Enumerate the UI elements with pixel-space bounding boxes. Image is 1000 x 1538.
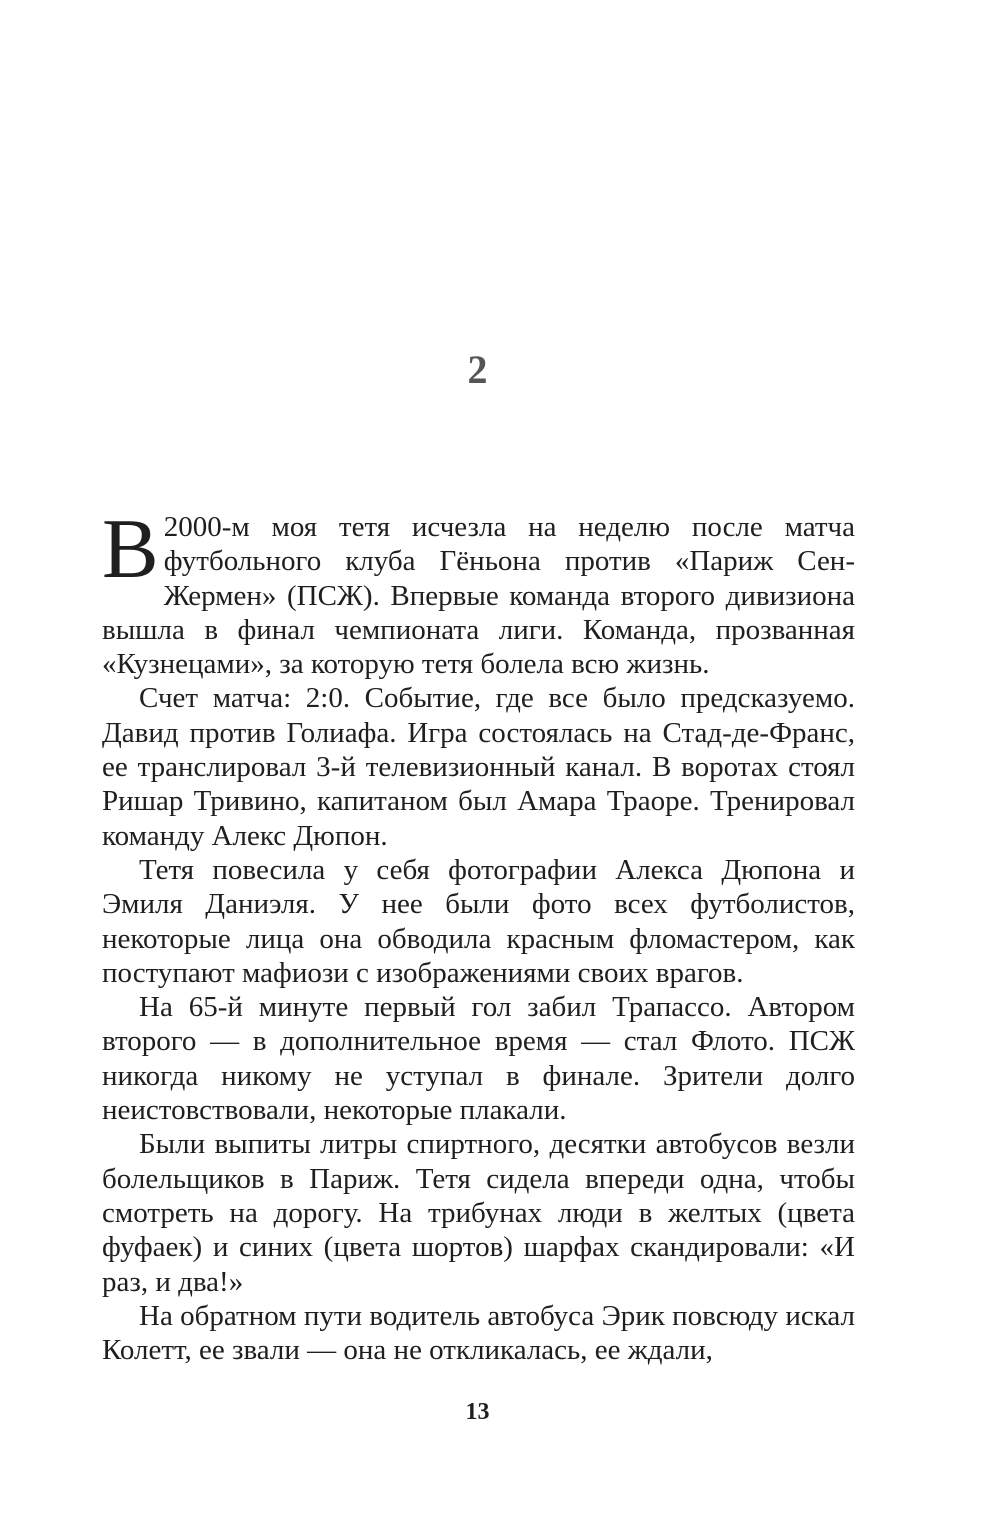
paragraph-1-text: 2000-м моя тетя исчезла на неделю после матча футбольного клуба Гёньона против «Париж Сен-Жермен» (ПСЖ). Впервые команда второго дивизиона вышла в финал чемпионата лиги. Команда, прозванная «Кузнецами», за которую тетя болела всю жизнь.	[102, 511, 855, 681]
paragraph-3: Тетя повесила у себя фотографии Алекса Дюпона и Эмиля Даниэля. У нее были фото всех футболистов, некоторые лица она обводила красным фломастером, как поступают мафиози с изображениями своих врагов.	[102, 853, 855, 989]
paragraph-6: На обратном пути водитель автобуса Эрик повсюду искал Колетт, ее звали — она не откликалась, ее ждали,	[102, 1299, 855, 1367]
chapter-number: 2	[467, 347, 488, 392]
paragraph-1	[102, 502, 855, 681]
page-number: 13	[465, 1399, 490, 1425]
paragraph-2: Счет матча: 2:0. Событие, где все было предсказуемо. Давид против Голиафа. Игра состоялась на Стад-де-Франс, ее транслировал 3-й телевизионный канал. В воротах стоял Ришар Тривино, капитаном был Амара Траоре. Тренировал команду Алекс Дюпон.	[102, 682, 855, 852]
chapter-body	[102, 502, 855, 1367]
drop-cap: В	[102, 502, 159, 596]
paragraph-4: На 65-й минуте первый гол забил Трапассо. Автором второго — в дополнительное время — стал Флото. ПСЖ никогда никому не уступал в финале. Зрители долго неистовствовали, некоторые плакали.	[102, 991, 855, 1127]
paragraph-5: Были выпиты литры спиртного, десятки автобусов везли болельщиков в Париж. Тетя сидела впереди одна, чтобы смотреть на дорогу. На трибунах люди в желтых (цвета фуфаек) и синих (цвета шортов) шарфах скандировали: «И раз, и два!»	[102, 1128, 855, 1298]
